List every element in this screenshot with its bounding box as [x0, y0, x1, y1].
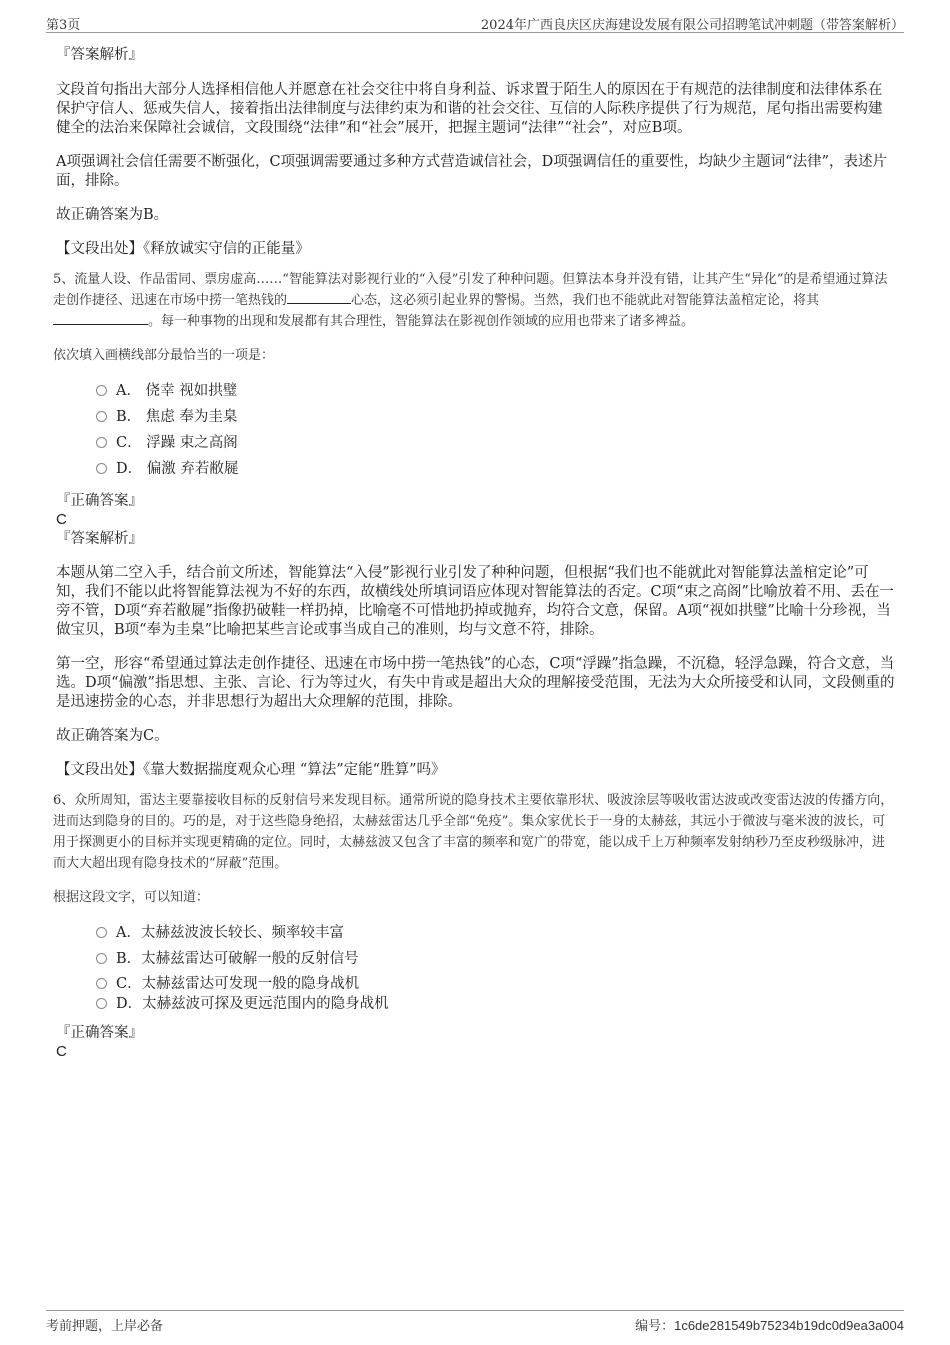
- radio-icon[interactable]: [96, 411, 107, 422]
- option-a[interactable]: [96, 920, 896, 946]
- analysis-paragraph: 文段首句指出大部分人选择相信他人并愿意在社会交往中将自身利益、诉求置于陌生人的原因在于有规范的法律制度和法律体系在保护守信人、惩戒失信人，接着指出法律制度与法律约束为和谐的社会交往、互信的人际秩序提供了行为规范，尾句指出需要构建健全的法治来保障社会诚信，文段围绕“法律”和“社会”展开，把握主题词“法律”“社会”，对应B项。: [56, 82, 883, 136]
- question-6-prompt: 根据这段文字，可以知道：: [53, 890, 210, 905]
- blank-1: [287, 290, 351, 304]
- option-label: B．太赫兹雷达可破解一般的反射信号: [116, 951, 359, 967]
- option-d[interactable]: [96, 996, 896, 1012]
- option-d[interactable]: [96, 456, 896, 482]
- question-5-options: [56, 378, 896, 482]
- option-label: C．太赫兹雷达可发现一般的隐身战机: [116, 976, 360, 992]
- option-label: D．太赫兹波可探及更远范围内的隐身战机: [116, 996, 389, 1012]
- option-label: A． 侥幸 视如拱璧: [116, 383, 238, 399]
- question-6-options: [56, 920, 896, 1012]
- radio-icon[interactable]: [96, 927, 107, 938]
- radio-icon[interactable]: [96, 437, 107, 448]
- correct-answer-label: 『正确答案』: [56, 493, 143, 509]
- correct-answer-label: 『正确答案』: [56, 1025, 143, 1041]
- analysis-paragraph: A项强调社会信任需要不断强化，C项强调需要通过多种方式营造诚信社会，D项强调信任的重要性，均缺少主题词“法律”，表述片面，排除。: [56, 154, 888, 189]
- source-citation: 【文段出处】《释放诚实守信的正能量》: [56, 241, 310, 257]
- option-b[interactable]: [96, 946, 896, 972]
- option-c[interactable]: [96, 430, 896, 456]
- radio-icon[interactable]: [96, 953, 107, 964]
- analysis-paragraph: 故正确答案为B。: [56, 207, 169, 223]
- document-title: 2024年广西良庆区庆海建设发展有限公司招聘笔试冲刺题（带答案解析）: [480, 18, 904, 33]
- page-number: 第3页: [46, 18, 81, 33]
- document-code-label: 编号：: [635, 1319, 675, 1334]
- analysis-label: 『答案解析』: [56, 47, 143, 63]
- blank-2: [53, 311, 148, 325]
- option-b[interactable]: [96, 404, 896, 430]
- radio-icon[interactable]: [96, 385, 107, 396]
- question-5-text-c: 。每一种事物的出现和发展都有其合理性，智能算法在影视创作领域的应用也带来了诸多裨益。: [148, 314, 695, 329]
- analysis-paragraph: 故正确答案为C。: [56, 728, 169, 744]
- analysis-label: 『答案解析』: [56, 531, 143, 547]
- radio-icon[interactable]: [96, 978, 107, 989]
- correct-answer: C: [56, 1043, 67, 1060]
- analysis-paragraph: 本题从第二空入手，结合前文所述，智能算法“入侵”影视行业引发了种种问题，但根据“我们也不能就此对智能算法盖棺定论”可知，我们不能以此将智能算法视为不好的东西，故横线处所填词语应体现对智能算法的否定。C项“束之高阁”比喻放着不用、丢在一旁不管，D项“弃若敝屣”指像扔破鞋一样扔掉，比喻毫不可惜地扔掉或抛弃，均符合文意，保留。A项“视如拱璧”比喻十分珍视，当做宝贝，B项“奉为圭臬”比喻把某些言论或事当成自己的准则，均与文意不符，排除。: [56, 565, 894, 638]
- radio-icon[interactable]: [96, 998, 107, 1009]
- option-a[interactable]: [96, 378, 896, 404]
- analysis-paragraph: 第一空，形容“希望通过算法走创作捷径、迅速在市场中捞一笔热钱”的心态，C项“浮躁”指急躁，不沉稳，轻浮急躁，符合文意，当选。D项“偏激”指思想、主张、言论、行为等过火，有失中肯或是超出大众的理解接受范围，无法为大众所接受和认同，文段侧重的是迅速捞金的心态，并非思想行为超出大众理解的范围，排除。: [56, 656, 895, 710]
- question-5-prompt: 依次填入画横线部分最恰当的一项是：: [53, 348, 275, 363]
- question-6-text: 6、众所周知，雷达主要靠接收目标的反射信号来发现目标。通常所说的隐身技术主要依靠形状、吸波涂层等吸收雷达波或改变雷达波的传播方向，进而达到隐身的目的。巧的是，对于这些隐身绝招，太赫兹雷达几乎全部“免疫”。集众家优长于一身的太赫兹，其远小于微波与毫米波的波长，可用于探测更小的目标并实现更精确的定位。同时，太赫兹波又包含了丰富的频率和宽广的带宽，能以成千上万种频率发射纳秒乃至皮秒级脉冲，进而大大超出现有隐身技术的“屏蔽”范围。: [53, 793, 894, 871]
- page-header: [46, 12, 904, 33]
- source-citation: 【文段出处】《靠大数据揣度观众心理 “算法”定能“胜算”吗》: [56, 762, 446, 778]
- radio-icon[interactable]: [96, 463, 107, 474]
- correct-answer: C: [56, 511, 67, 528]
- option-label: D． 偏激 弃若敝屣: [116, 461, 239, 477]
- question-5-text: [53, 269, 896, 332]
- option-label: C． 浮躁 束之高阁: [116, 435, 238, 451]
- document-code: [635, 1315, 904, 1334]
- question-5-text-a: 5、流量人设、作品雷同、票房虚高……“智能算法对影视行业的“入侵”引发了种种问题。但算法本身并没有错，让其产生“异化”的是希望通过算法走创作捷径、迅速在市场中捞一笔热钱的: [53, 272, 888, 308]
- footer-slogan: 考前押题，上岸必备: [46, 1319, 164, 1334]
- page-content: [53, 44, 896, 1061]
- question-5-text-b: 心态，这必须引起业界的警惕。当然，我们也不能就此对智能算法盖棺定论，将其: [351, 293, 820, 308]
- option-c[interactable]: [96, 972, 896, 996]
- page-footer: [46, 1310, 904, 1333]
- option-label: A．太赫兹波波长较长、频率较丰富: [116, 925, 344, 941]
- document-code-value: 1c6de281549b75234b19dc0d9ea3a004: [674, 1318, 904, 1333]
- option-label: B． 焦虑 奉为圭臬: [116, 409, 238, 425]
